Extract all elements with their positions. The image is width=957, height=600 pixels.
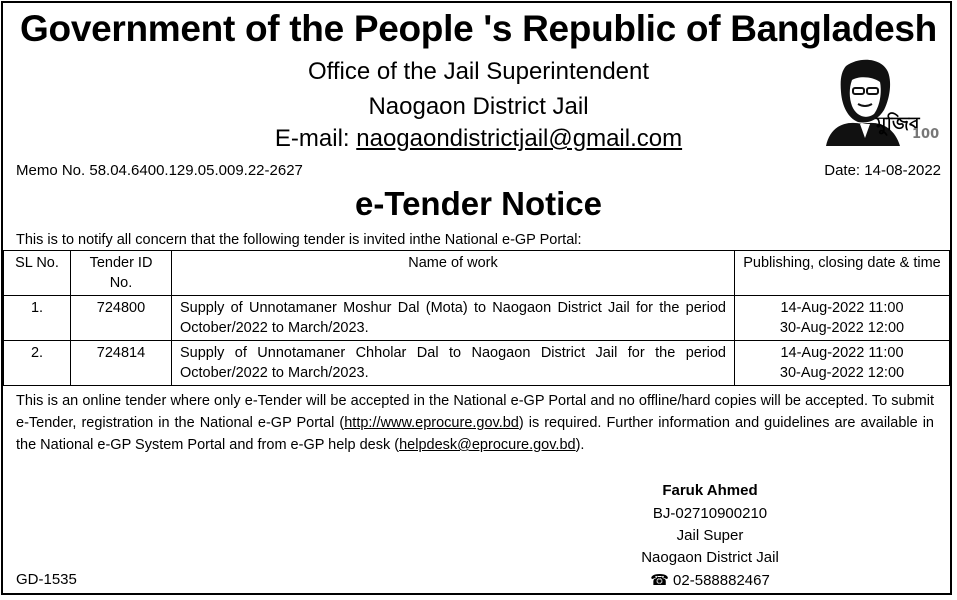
tender-table [3, 250, 950, 386]
notice-title: e-Tender Notice [355, 185, 602, 222]
table-row [4, 341, 950, 386]
email-link[interactable]: naogaondistrictjail@gmail.com [356, 125, 683, 152]
instructions-paragraph [16, 390, 934, 456]
gd-number: GD-1535 [16, 571, 77, 588]
para-text-2: ) is required. Further information and guidelines are available in the National e-GP System Portal and from e-GP help desk ( [16, 415, 934, 453]
row-publish-date: 14-Aug-2022 11:00 [780, 345, 904, 361]
intro-text: This is to notify all concern that the following tender is invited inthe National e-GP Portal: [16, 232, 582, 248]
row-close-date: 30-Aug-2022 12:00 [779, 365, 905, 381]
signatory-office: Naogaon District Jail [641, 549, 779, 566]
office-name: Office of the Jail Superintendent [307, 58, 650, 85]
signatory-id: BJ-02710900210 [652, 505, 768, 522]
mujib-100-logo-image [808, 58, 940, 148]
para-text-1: This is an online tender where only e-Tender will be accepted in the National e-GP Portal and no offline/hard copies will be accepted. To submit e-Tender, registration in the National e-GP Portal ( [16, 393, 934, 431]
para-text-3: ). [575, 437, 585, 453]
signatory-name: Faruk Ahmed [662, 482, 758, 499]
phone-icon: ☎ [650, 572, 669, 589]
header-sl-no: SL No. [4, 251, 71, 296]
signatory-phone [600, 571, 820, 589]
row-sl: 2. [4, 341, 71, 386]
notice-date: Date: 14-08-2022 [824, 162, 941, 179]
mujib-logo-text: মুজিব [876, 113, 920, 135]
header-name-of-work: Name of work [172, 251, 735, 296]
signatory-designation: Jail Super [676, 527, 744, 544]
memo-number: Memo No. 58.04.6400.129.05.009.22-2627 [16, 162, 303, 179]
eprocure-portal-link[interactable]: http://www.eprocure.gov.bd [344, 415, 519, 431]
row-close-date: 30-Aug-2022 12:00 [779, 320, 905, 336]
email-label: E-mail: [274, 125, 357, 152]
jail-name: Naogaon District Jail [368, 93, 589, 120]
row-publish-date: 14-Aug-2022 11:00 [780, 300, 904, 316]
row-sl: 1. [4, 296, 71, 341]
row-tender-id: 724814 [71, 341, 172, 386]
header-publishing-closing: Publishing, closing date & time [735, 251, 950, 296]
row-work: Supply of Unnotamaner Chholar Dal to Naogaon District Jail for the period October/2022 to March/2023. [172, 341, 735, 386]
table-row [4, 296, 950, 341]
row-work: Supply of Unnotamaner Moshur Dal (Mota) to Naogaon District Jail for the period October/2022 to March/2023. [172, 296, 735, 341]
government-title: Government of the People 's Republic of Bangladesh [20, 8, 937, 49]
phone-number: 02-588882467 [673, 572, 770, 589]
table-header-row [4, 251, 950, 296]
row-tender-id: 724800 [71, 296, 172, 341]
row-dates [735, 296, 950, 341]
header-tender-id: Tender ID No. [71, 251, 172, 296]
helpdesk-email-link[interactable]: helpdesk@eprocure.gov.bd [399, 437, 576, 453]
row-dates [735, 341, 950, 386]
svg-text:100: 100 [912, 127, 940, 142]
